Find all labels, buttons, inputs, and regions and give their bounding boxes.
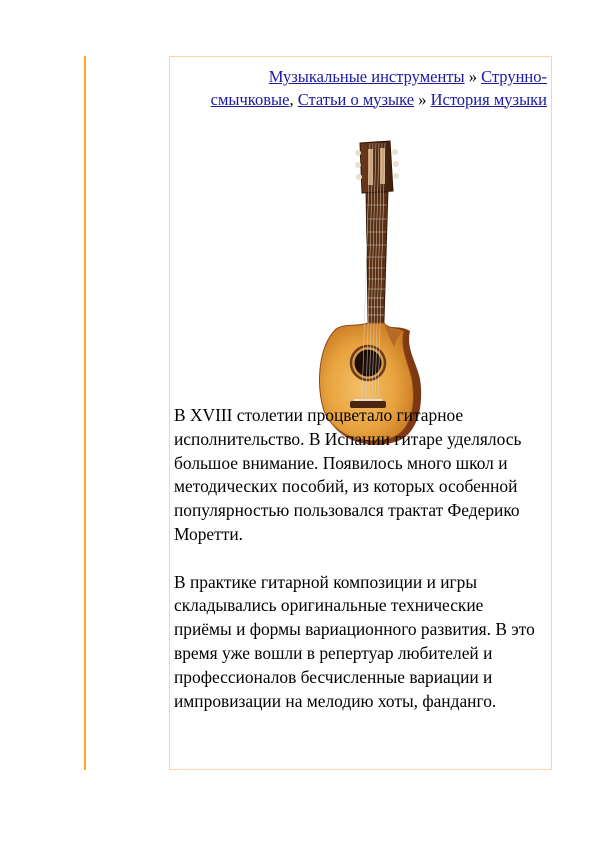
breadcrumb-separator: , [289,89,298,109]
article-text [174,404,545,713]
paragraph: В практике гитарной композиции и игры складывались оригинальные технические приёмы и формы вариационного развития. В это время уже вошли в репертуар любителей и профессионалов бесчисленные вариации и импровизации на мелодию хоты, фанданго. [174,571,535,711]
breadcrumb-link-strings[interactable]: Струнно-смычковые [210,67,547,109]
paragraph: В XVIII столетии процветало гитарное исполнительство. В Испании гитаре уделялось большое внимание. Появилось много школ и методических пособий, из которых особенной популярностью пользовался трактат Федерико Моретти. [174,405,522,544]
breadcrumb-link-instruments[interactable]: Музыкальные инструменты [268,67,465,86]
breadcrumb-separator: » [464,67,482,86]
breadcrumb-separator: » [414,89,431,109]
left-margin-rule [84,56,86,770]
article-card [169,56,552,770]
breadcrumb-link-history[interactable]: История музыки [430,89,547,109]
breadcrumb [200,66,547,111]
breadcrumb-link-articles[interactable]: Статьи о музыке [297,89,415,109]
